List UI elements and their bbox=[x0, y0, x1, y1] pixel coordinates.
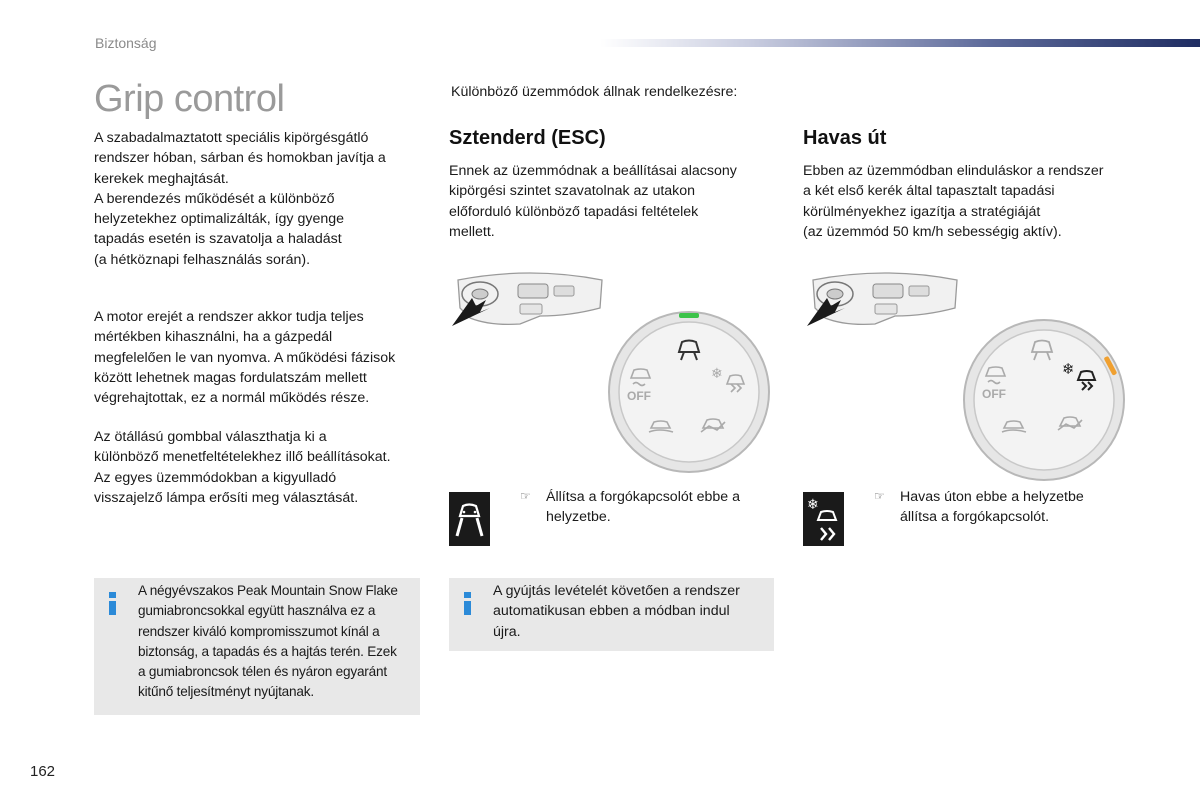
text-line: rendszer kiváló kompromisszumot kínál a bbox=[138, 623, 380, 639]
header-bar bbox=[600, 39, 1200, 47]
bullet-icon: ☞ bbox=[874, 489, 885, 503]
text-line: mértékben kihasználni, ha a gázpedál bbox=[94, 329, 333, 346]
text-line: végrehajtottak, ez a normál működés része. bbox=[94, 390, 370, 407]
snow-description bbox=[803, 161, 1143, 242]
active-indicator bbox=[679, 313, 699, 318]
snowflake-icon: ❄ bbox=[711, 366, 723, 382]
text-line: előforduló különböző tapadási feltételek bbox=[449, 203, 699, 220]
text-line: körülményekhez igazítja a stratégiáját bbox=[803, 203, 1041, 220]
text-line: A gyújtás levételét követően a rendszer bbox=[493, 583, 740, 599]
text-line: megfelelően le van nyomva. A működési fázisok bbox=[94, 349, 396, 366]
text-line: Ennek az üzemmódnak a beállításai alacsony bbox=[449, 163, 737, 179]
esc-instruction bbox=[546, 487, 776, 528]
text-line: mellett. bbox=[449, 223, 495, 240]
text-line: visszajelző lámpa erősíti meg választását. bbox=[94, 489, 359, 506]
intro-paragraph bbox=[94, 128, 434, 270]
text-line: kerekek meghajtását. bbox=[94, 170, 229, 187]
tyre-info-note bbox=[94, 578, 420, 715]
off-label: OFF bbox=[982, 387, 1006, 401]
bullet-icon: ☞ bbox=[520, 489, 531, 503]
snowflake-icon: ❄ bbox=[807, 497, 819, 513]
snow-selector-dial bbox=[962, 318, 1126, 482]
text-line: (az üzemmód 50 km/h sebességig aktív). bbox=[803, 223, 1062, 240]
esc-description bbox=[449, 161, 779, 242]
snowflake-icon: ❄ bbox=[1062, 360, 1075, 378]
snow-mode-icon bbox=[803, 492, 844, 546]
text-line: a gumiabroncsok télen és nyáron egyaránt bbox=[138, 664, 387, 680]
text-line: a két első kerék által tapasztalt tapadási bbox=[803, 183, 1055, 200]
off-label: OFF bbox=[627, 389, 651, 403]
text-line: A szabadalmaztatott speciális kipörgésgátló bbox=[94, 130, 369, 146]
info-icon bbox=[108, 592, 118, 614]
text-line: biztonság, a tapadás és a hajtás terén. Ezek bbox=[138, 643, 397, 659]
text-line: Az ötállású gombbal választhatja ki a bbox=[94, 429, 327, 445]
engine-paragraph bbox=[94, 307, 434, 408]
ignition-info-note bbox=[449, 578, 774, 651]
esc-selector-dial bbox=[607, 310, 771, 474]
text-line: Állítsa a forgókapcsolót ebbe a bbox=[546, 489, 741, 505]
text-line: A négyévszakos Peak Mountain Snow Flake bbox=[138, 583, 398, 598]
snow-instruction bbox=[900, 487, 1130, 528]
text-line: között lehetnek magas fordulatszám mellett bbox=[94, 369, 367, 386]
text-line: helyzetbe. bbox=[546, 509, 611, 526]
dashboard-illustration bbox=[450, 268, 610, 340]
text-line: helyzetekhez optimalizálták, így gyenge bbox=[94, 211, 344, 228]
text-line: tapadás esetén is szavatolja a haladást bbox=[94, 231, 342, 248]
text-line: állítsa a forgókapcsolót. bbox=[900, 509, 1050, 526]
text-line: kitűnő teljesítményt nyújtanak. bbox=[138, 684, 314, 700]
text-line: Az egyes üzemmódokban a kigyulladó bbox=[94, 469, 337, 486]
text-line: újra. bbox=[493, 623, 521, 640]
note-text bbox=[138, 581, 418, 703]
text-line: automatikusan ebben a módban indul bbox=[493, 603, 730, 620]
text-line: Havas úton ebbe a helyzetbe bbox=[900, 489, 1084, 505]
text-line: rendszer hóban, sárban és homokban javítja a bbox=[94, 150, 386, 167]
modes-intro: Különböző üzemmódok állnak rendelkezésre: bbox=[451, 84, 738, 100]
esc-heading: Sztenderd (ESC) bbox=[449, 127, 606, 149]
text-line: Ebben az üzemmódban elinduláskor a rendszer bbox=[803, 163, 1104, 179]
page-number: 162 bbox=[30, 763, 56, 780]
text-line: gumiabroncsokkal együtt használva ez a bbox=[138, 603, 376, 619]
page-title: Grip control bbox=[94, 78, 285, 120]
text-line: (a hétköznapi felhasználás során). bbox=[94, 251, 311, 268]
text-line: A berendezés működését a különböző bbox=[94, 190, 335, 207]
text-line: különböző menetfeltételekhez illő beállításokat. bbox=[94, 449, 391, 466]
esc-mode-icon bbox=[449, 492, 490, 546]
snow-heading: Havas út bbox=[803, 127, 887, 149]
note-text bbox=[493, 581, 768, 642]
dashboard-illustration bbox=[805, 268, 965, 340]
section-header: Biztonság bbox=[95, 35, 157, 51]
text-line: kipörgési szintet szavatolnak az utakon bbox=[449, 183, 696, 200]
info-icon bbox=[463, 592, 473, 614]
selector-paragraph bbox=[94, 427, 434, 508]
text-line: A motor erejét a rendszer akkor tudja teljes bbox=[94, 309, 364, 325]
